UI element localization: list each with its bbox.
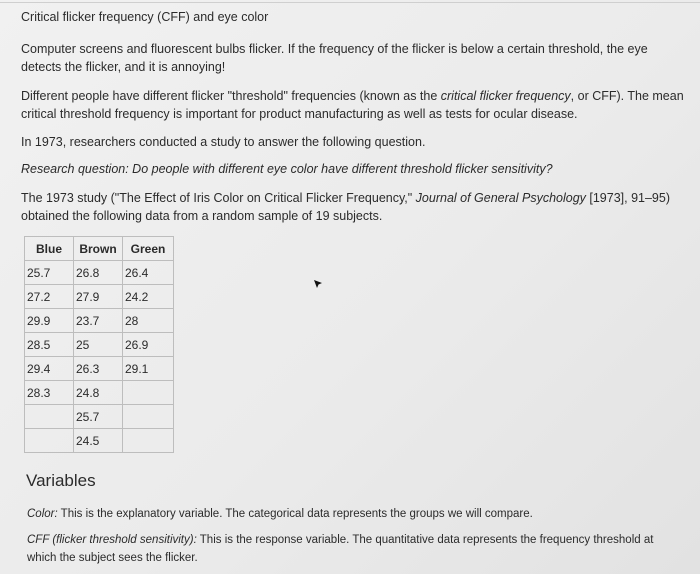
column-header: Green [123, 237, 174, 261]
cff-text-after: , or CFF). The mean critical threshold frequency is important for product manufacturing as well as tests for ocular disease. [21, 89, 684, 121]
color-variable-description [27, 505, 682, 523]
variables-heading: Variables [26, 471, 96, 490]
citation-text-before: The 1973 study ("The Effect of Iris Color on Critical Flicker Frequency," [21, 191, 416, 205]
table-header-row [25, 237, 174, 261]
table-cell [123, 381, 174, 405]
table-cell: 25.7 [74, 405, 123, 429]
table-row [25, 285, 174, 309]
data-table [24, 236, 174, 453]
table-cell: 28.3 [25, 381, 74, 405]
study-intro-paragraph: In 1973, researchers conducted a study to answer the following question. [21, 135, 426, 149]
cff-variable-text: This is the response variable. The quantitative data represents the frequency threshold at which the subject sees the flicker. [27, 534, 654, 564]
table-cell: 26.8 [74, 261, 123, 285]
table-cell: 27.9 [74, 285, 123, 309]
study-citation-paragraph [21, 189, 686, 225]
table-cell: 26.4 [123, 261, 174, 285]
table-cell: 28.5 [25, 333, 74, 357]
table-cell: 24.5 [74, 429, 123, 453]
citation-text-after: [1973], 91–95) obtained the following data from a random sample of 19 subjects. [21, 191, 671, 223]
table-row [25, 333, 174, 357]
cff-text-before: Different people have different flicker "threshold" frequencies (known as the [21, 89, 441, 103]
table-row [25, 405, 174, 429]
table-cell [123, 429, 174, 453]
table-row [25, 429, 174, 453]
top-divider [0, 2, 700, 3]
table-cell: 27.2 [25, 285, 74, 309]
table-row [25, 357, 174, 381]
table-row [25, 381, 174, 405]
color-variable-label: Color: [27, 508, 58, 520]
table-cell: 26.9 [123, 333, 174, 357]
journal-name: Journal of General Psychology [415, 191, 586, 205]
table-cell: 29.4 [25, 357, 74, 381]
table-cell [25, 405, 74, 429]
table-cell: 23.7 [74, 309, 123, 333]
cff-emphasis: critical flicker frequency [440, 89, 571, 103]
table-cell [25, 429, 74, 453]
cff-variable-label: CFF (flicker threshold sensitivity): [27, 534, 197, 546]
table-cell: 24.8 [74, 381, 123, 405]
table-cell: 25.7 [25, 261, 74, 285]
column-header: Brown [74, 237, 123, 261]
table-cell: 28 [123, 309, 174, 333]
intro-paragraph: Computer screens and fluorescent bulbs flicker. If the frequency of the flicker is below a certain threshold, the eye detects the flicker, and it is annoying! [21, 42, 648, 74]
table-cell: 25 [74, 333, 123, 357]
color-variable-text: This is the explanatory variable. The categorical data represents the groups we will compare. [57, 508, 533, 520]
table-row [25, 309, 174, 333]
page-title: Critical flicker frequency (CFF) and eye color [21, 10, 269, 24]
cff-definition-paragraph [21, 87, 686, 123]
mouse-cursor-icon [313, 279, 323, 289]
column-header: Blue [25, 237, 74, 261]
table-cell: 24.2 [123, 285, 174, 309]
table-cell: 26.3 [74, 357, 123, 381]
table-cell: 29.9 [25, 309, 74, 333]
table-cell: 29.1 [123, 357, 174, 381]
research-question [21, 160, 686, 178]
table-cell [123, 405, 174, 429]
research-question-text: Research question: Do people with different eye color have different threshold flicker sensitivity? [21, 162, 553, 176]
cff-variable-description [27, 531, 682, 567]
table-row [25, 261, 174, 285]
